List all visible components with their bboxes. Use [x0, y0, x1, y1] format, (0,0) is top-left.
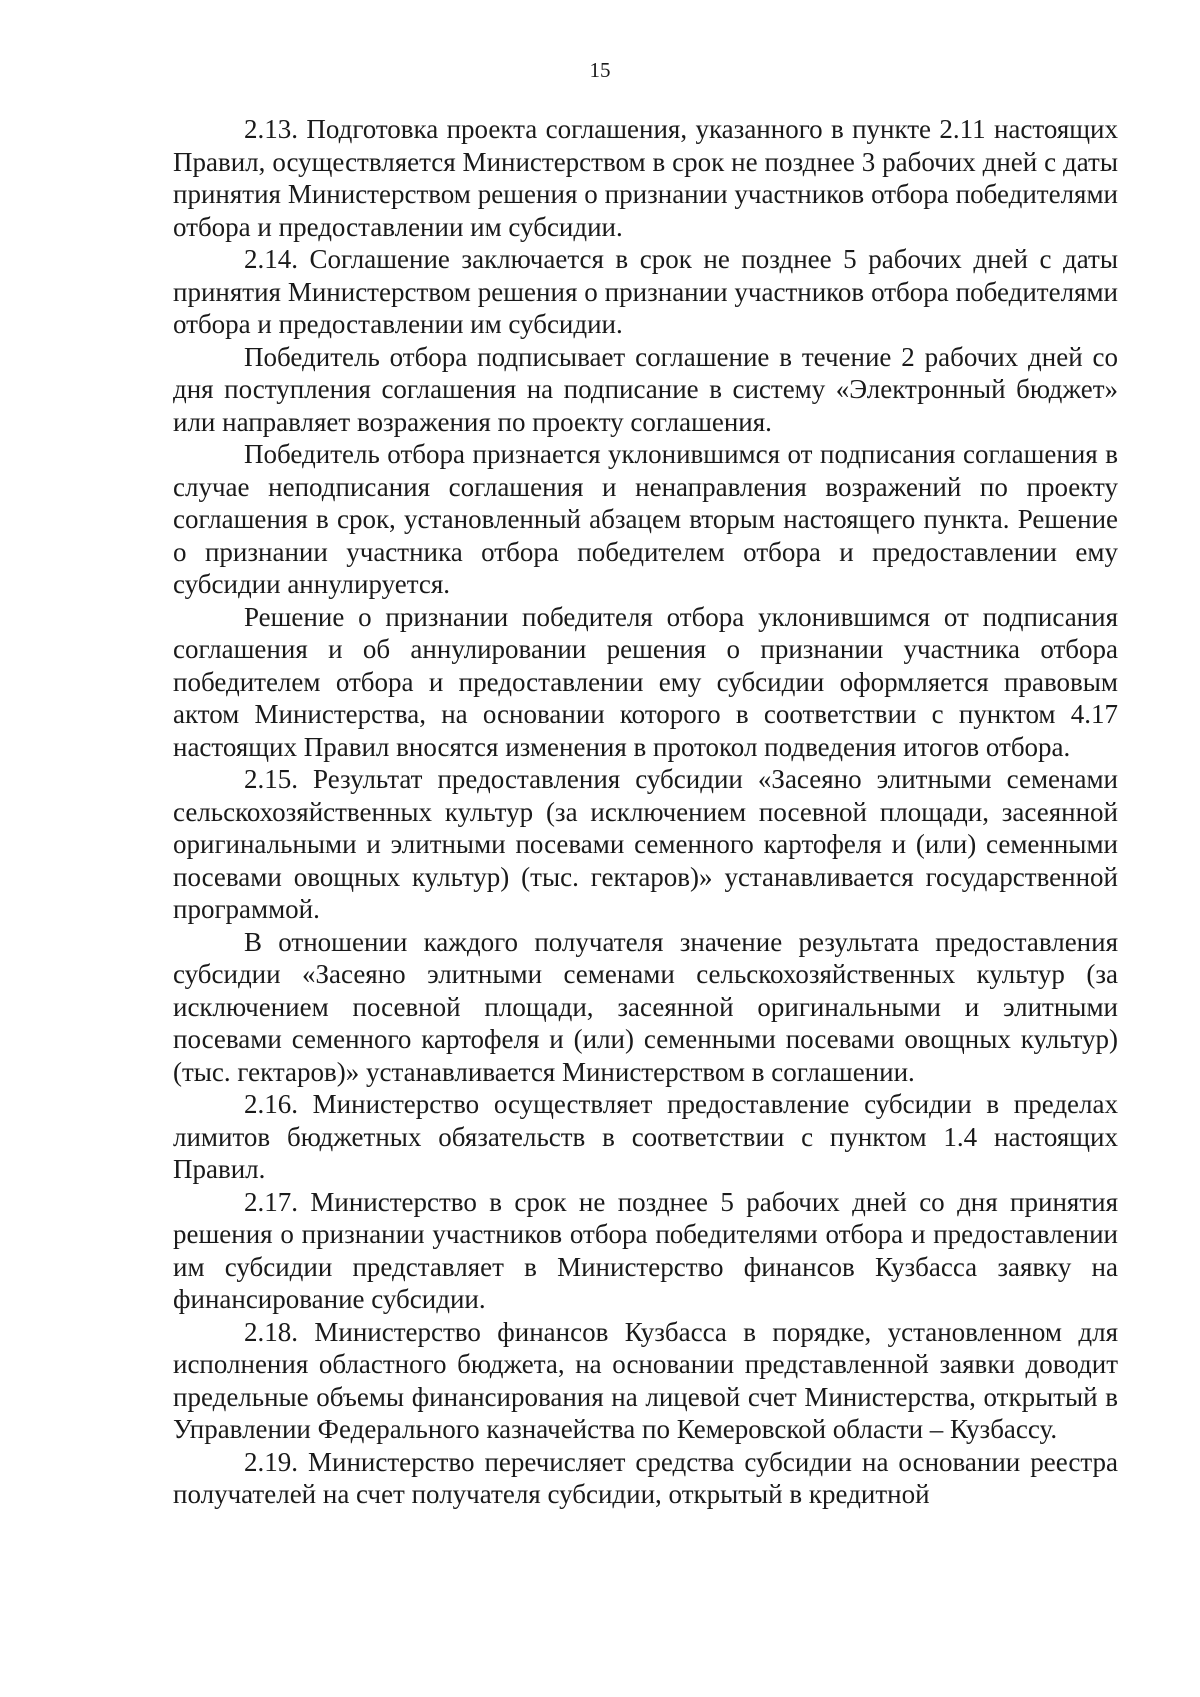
paragraph-2-19: 2.19. Министерство перечисляет средства субсидии на основании реестра получателей на счет получателя субсидии, открытый в кредитной — [173, 1446, 1118, 1509]
paragraph-2-14-legal-act: Решение о признании победителя отбора уклонившимся от подписания соглашения и об аннулировании решения о признании участника отбора победителем отбора и предоставлении ему субсидии оформляется правовым актом Министерства, на основании которого в соответствии с пунктом 4.17 настоящих Правил вносятся изменения в протокол подведения итогов отбора. — [173, 601, 1118, 762]
paragraph-2-14-signing: Победитель отбора подписывает соглашение в течение 2 рабочих дней со дня поступления соглашения на подписание в систему «Электронный бюджет» или направляет возражения по проекту соглашения. — [173, 341, 1118, 437]
document-body — [173, 113, 1118, 1511]
paragraph-2-17: 2.17. Министерство в срок не позднее 5 рабочих дней со дня принятия решения о признании участников отбора победителями отбора и предоставлении им субсидии представляет в Министерство финансов Кузбасса заявку на финансирование субсидии. — [173, 1186, 1118, 1314]
paragraph-2-16: 2.16. Министерство осуществляет предоставление субсидии в пределах лимитов бюджетных обязательств в соответствии с пунктом 1.4 настоящих Правил. — [173, 1089, 1118, 1184]
paragraph-2-18: 2.18. Министерство финансов Кузбасса в порядке, установленном для исполнения областного бюджета, на основании представленной заявки доводит предельные объемы финансирования на лицевой счет Министерства, открытый в Управлении Федерального казначейства по Кемеровской области – Кузбассу. — [173, 1316, 1118, 1444]
paragraph-2-13: 2.13. Подготовка проекта соглашения, указанного в пункте 2.11 настоящих Правил, осуществляется Министерством в срок не позднее 3 рабочих дней с даты принятия Министерством решения о признании участников отбора победителями отбора и предоставлении им субсидии. — [173, 114, 1118, 242]
paragraph-2-15: 2.15. Результат предоставления субсидии «Засеяно элитными семенами сельскохозяйственных культур (за исключением посевной площади, засеянной оригинальными и элитными посевами семенного картофеля и (или) семенными посевами овощных культур) (тыс. гектаров)» устанавливается государственной программой. — [173, 764, 1118, 924]
paragraph-2-15-result-value: В отношении каждого получателя значение результата предоставления субсидии «Засеяно элитными семенами сельскохозяйственных культур (за исключением посевной площади, засеянной оригинальными и элитными посевами семенного картофеля и (или) семенными посевами овощных культур) (тыс. гектаров)» устанавливается Министерством в соглашении. — [173, 926, 1118, 1087]
paragraph-2-14-evasion: Победитель отбора признается уклонившимся от подписания соглашения в случае неподписания соглашения и ненаправления возражений по проекту соглашения в срок, установленный абзацем вторым настоящего пункта. Решение о признании участника отбора победителем отбора и предоставлении ему субсидии аннулируется. — [173, 439, 1118, 599]
paragraph-2-14: 2.14. Соглашение заключается в срок не позднее 5 рабочих дней с даты принятия Министерством решения о признании участников отбора победителями отбора и предоставлении им субсидии. — [173, 244, 1118, 339]
page-number: 15 — [589, 58, 611, 82]
